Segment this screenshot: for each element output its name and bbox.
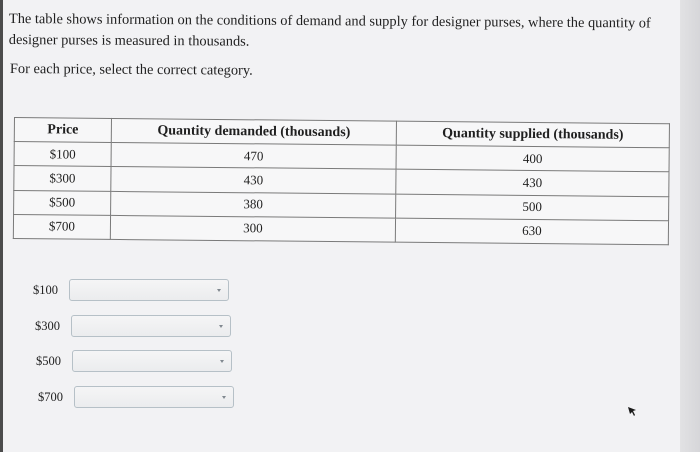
category-row-700: [38, 386, 234, 408]
cell-price: $100: [14, 142, 111, 167]
cell-quantity-supplied: 500: [396, 194, 669, 221]
price-label: $700: [38, 389, 63, 404]
header-quantity-demanded: Quantity demanded (thousands): [111, 118, 396, 145]
table-row: [13, 214, 668, 245]
category-row-300: [35, 315, 231, 337]
instruction-text: For each price, select the correct category.: [9, 61, 253, 79]
cell-price: $500: [14, 190, 111, 215]
category-select-700[interactable]: [74, 386, 234, 408]
cell-price: $700: [13, 214, 110, 239]
price-label: $300: [35, 318, 60, 333]
header-price: Price: [14, 118, 111, 143]
category-row-500: [36, 350, 232, 372]
category-select-500[interactable]: [72, 350, 232, 372]
header-quantity-supplied: Quantity supplied (thousands): [396, 121, 669, 148]
chevron-down-icon: [222, 396, 226, 399]
chevron-down-icon: [219, 325, 223, 328]
cell-quantity-demanded: 380: [111, 191, 396, 218]
category-row-100: [33, 279, 229, 301]
chevron-down-icon: [217, 289, 221, 292]
category-select-300[interactable]: [71, 315, 231, 337]
demand-supply-table: [13, 117, 670, 245]
price-label: $500: [36, 353, 61, 368]
cell-quantity-supplied: 430: [396, 170, 669, 197]
cell-price: $300: [14, 166, 111, 191]
cell-quantity-supplied: 400: [396, 145, 669, 172]
category-select-100[interactable]: [69, 279, 229, 301]
screen-edge: [680, 0, 700, 452]
cell-quantity-demanded: 300: [110, 215, 395, 242]
chevron-down-icon: [220, 360, 224, 363]
price-label: $100: [33, 282, 58, 297]
cell-quantity-supplied: 630: [395, 218, 668, 245]
cell-quantity-demanded: 430: [111, 167, 396, 194]
question-text: The table shows information on the conditions of demand and supply for designer purses, where the quantity of designer purses is measured in thousands.: [8, 10, 651, 50]
cell-quantity-demanded: 470: [111, 143, 396, 170]
cursor-arrow-icon: [627, 405, 637, 417]
